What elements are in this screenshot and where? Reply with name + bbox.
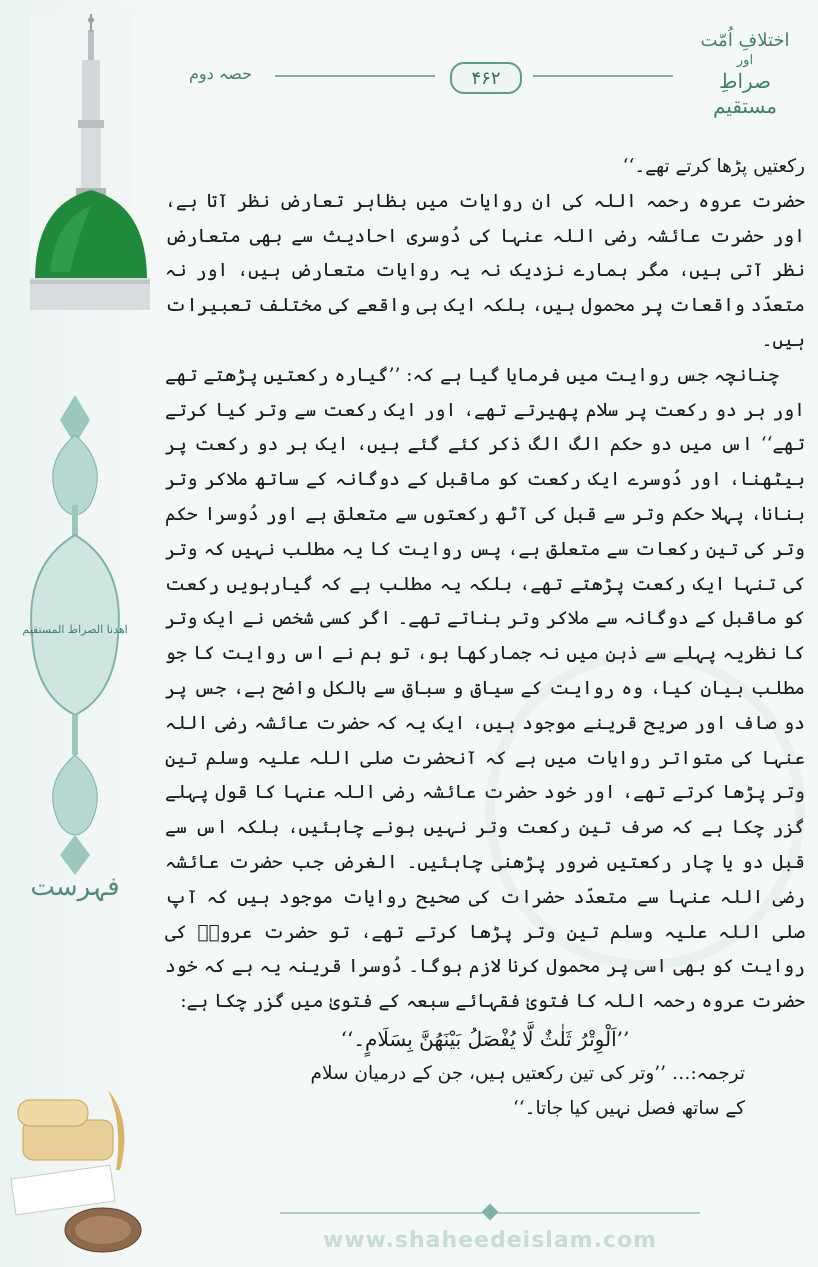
ornament-label: اھدنا الصراط المستقیم	[22, 623, 128, 636]
paragraph: چنانچہ جس روایت میں فرمایا گیا ہے کہ: ’’گیارہ رکعتیں پڑھتے تھے اور ہر دو رکعت پر سلام پھیرتے تھے، اور ایک رکعت سے وتر کیا کرتے تھے‘‘ اس میں دو حکم الگ الگ ذکر کئے گئے ہیں، ایک ہر دو رکعت پر بیٹھنا، اور دُوسرے ایک رکعت کو ماقبل کے دوگانہ کے ساتھ ملاکر وتر بنانا، پہلا حکم وتر سے قبل کی آٹھ رکعتوں سے متعلق ہے اور دُوسرا حکم وتر کی تین رکعات سے متعلق ہے، پس روایت کا یہ مطلب نہیں کہ وتر کی تنہا ایک رکعت پڑھتے تھے، بلکہ یہ مطلب ہے کہ گیارہویں رکعت کو ماقبل کے دوگانہ سے ملاکر وتر بناتے تھے۔ اگر کسی شخص نے ایک وتر کا نظریہ پہلے سے ذہن میں نہ جمارکھا ہو، تو ہم نے اس روایت کا جو مطلب بیان کیا، وہ روایت کے سیاق و سباق سے بالکل واضح ہے، جس پر دو صاف اور صریح قرینے موجود ہیں، ایک یہ کہ حضرت عائشہ رضی اللہ عنہا کی متواتر روایات میں ہے کہ آنحضرت صلی اللہ علیہ وسلم تین وتر پڑھا کرتے تھے، اور خود حضرت عائشہ رضی اللہ عنہا کا قول پہلے گزر چکا ہے کہ صرف تین رکعت وتر نہیں ہونے چاہئیں، بلکہ اس سے قبل دو یا چار رکعتیں ضرور پڑھنی چاہئیں۔ الغرض جب حضرت عائشہ رضی اللہ عنہا سے متعدّد حضرات کی صحیح روایات موجود ہیں کہ آپ صلی اللہ علیہ وسلم تین وتر پڑھا کرتے تھے، تو حضرت عروہؒ کی روایت کو بھی اسی پر محمول کرنا لازم ہوگا۔ دُوسرا قرینہ یہ ہے کہ خود حضرت عروہ رحمہ اللہ کا فتویٰ فقہائے سبعہ کے فتویٰ میں گزر چکا ہے:	[165, 364, 805, 1013]
paragraph-line: رکعتیں پڑھا کرتے تھے۔‘‘	[622, 156, 805, 177]
page-header	[165, 30, 805, 140]
book-title	[685, 30, 805, 119]
arabic-quote: ’’اَلْوِتْرُ ثَلٰثٌ لَّا يُفْصَلُ بَيْنَهُنَّ بِسَلَامٍ۔‘‘	[340, 1026, 630, 1051]
translation-line: ترجمہ:… ’’وتر کی تین رکعتیں ہیں، جن کے درمیان سلام	[310, 1062, 745, 1084]
page-number: ۴۶۲	[471, 67, 501, 89]
translation-line: کے ساتھ فصل نہیں کیا جاتا۔‘‘	[512, 1097, 745, 1119]
paragraph: حضرت عروہ رحمہ اللہ کی ان روایات میں بظاہر تعارض نظر آتا ہے، اور حضرت عائشہ رضی اللہ عنہا کی دُوسری احادیث سے بھی متعارض نظر آتی ہیں، مگر ہمارے نزدیک نہ یہ روایات متعارض ہیں، اور نہ متعدّد واقعات پر محمول ہیں، بلکہ ایک ہی واقعے کی مختلف تعبیرات ہیں۔	[165, 190, 805, 351]
section-label: حصہ دوم	[189, 64, 252, 83]
footer-diamond-icon	[482, 1204, 499, 1221]
header-divider-left	[275, 75, 435, 77]
header-divider-right	[533, 75, 673, 77]
left-sidebar	[0, 0, 150, 1267]
book-title-line2: اور	[736, 52, 754, 68]
website-url[interactable]: www.shaheedeislam.com	[322, 1228, 658, 1253]
book-title-line3: صراطِ مستقیم	[712, 68, 778, 118]
book-title-line1: اختلافِ اُمّت	[700, 30, 790, 51]
page-number-badge	[450, 62, 522, 94]
main-text	[165, 150, 805, 1190]
minaret-dome-illustration	[10, 10, 150, 310]
scroll-quill-illustration	[8, 1080, 148, 1260]
decorative-ornament	[22, 395, 128, 875]
toc-link[interactable]: فہرست	[30, 872, 120, 902]
